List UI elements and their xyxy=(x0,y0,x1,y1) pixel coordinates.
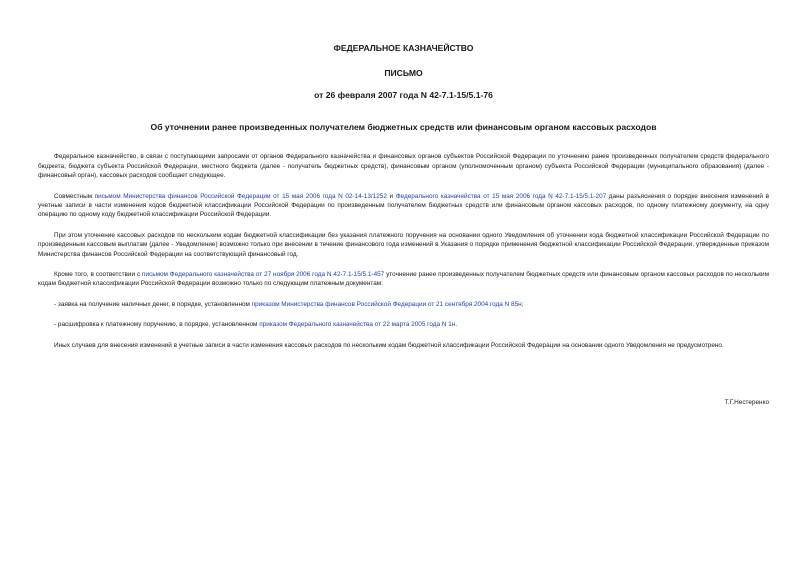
paragraph-4-text-b: уточнение ранее произведенных получателем бюджетных средств или финансовым органом кассовых расходов по нескольким кодам бюджетной классификации Российской Федерации возможно только по следующим платежным документам: xyxy=(38,271,770,288)
paragraph-4 xyxy=(38,270,769,289)
paragraph-4-text-a: Кроме того, в соответствии с xyxy=(54,271,143,279)
paragraph-3: При этом уточнение кассовых расходов по нескольким кодам бюджетной классификации без указания платежного поручения на основании одного Уведомления об уточнении кода бюджетной классификации Российской Федерации по произведенным кассовым выплатам (далее - Уведомление) возможно только при внесении в течение финансового года изменений в Указания о порядке применения бюджетной классификации Российской Федерации, утвержденные приказом Министерства финансов Российской Федерации на соответствующий финансовый год. xyxy=(38,231,769,258)
paragraph-2-text-a: Совместным xyxy=(54,192,95,200)
link-treasury-letter-2006-207[interactable]: Федерального казначейства от 15 мая 2006 года N 42-7.1-15/5.1-207 xyxy=(395,192,607,200)
paragraph-2-text-c: даны разъяснения о порядке внесения изменений в учетные записи в части изменения кодов бюджетной классификации Российской Федерации по произведенным получателем бюджетных средств или финансовым органом кассовых расходов, по одному платежному документу, на одну операцию по одному коду бюджетной классификации Российской Федерации. xyxy=(38,192,769,219)
list-item-payment-breakdown xyxy=(38,320,769,329)
link-treasury-letter-2006-457[interactable]: письмом Федерального казначейства от 27 ноября 2006 года N 42-7.1-15/5.1-457 xyxy=(142,271,385,279)
paragraph-1: Федеральное казначейство, в связи с поступающими запросами от органов Федерального казначейства и финансовых органов субъектов Российской Федерации по уточнению ранее произведенных получателем средств федерального бюджета, бюджета субъекта Российской Федерации, местного бюджета (далее - получатель бюджетных средств), финансовым органом (уполномоченным органом) субъекта Российской Федерации (муниципального образования) (далее - финансовый орган), кассовых расходов сообщает следующее. xyxy=(38,153,769,180)
link-treasury-order-1n[interactable]: приказом Федерального казначейства от 22 марта 2005 года N 1н xyxy=(259,321,456,329)
link-minfin-order-85n[interactable]: приказом Министерства финансов Российской Федерации от 21 сентября 2004 года N 85н xyxy=(251,300,522,308)
document-body xyxy=(38,152,769,350)
list-item-1-text-b: ; xyxy=(521,300,524,308)
document-header xyxy=(38,44,769,131)
document-date-number: от 26 февраля 2007 года N 42-7.1-15/5.1-76 xyxy=(314,90,493,101)
list-item-cash-request xyxy=(38,300,769,309)
paragraph-2 xyxy=(38,192,769,220)
document-title: Об уточнении ранее произведенных получателем бюджетных средств или финансовым органом кассовых расходов xyxy=(150,121,657,132)
list-item-1-text-a: - заявка на получение наличных денег, в порядке, установленном xyxy=(54,300,252,308)
paragraph-5: Иных случаев для внесения изменений в учетные записи в части изменения кассовых расходов по нескольким кодам бюджетной классификации Российской Федерации на основании одного Уведомления не предусмотрено. xyxy=(54,341,724,349)
signature: Т.Г.Нестеренко xyxy=(724,399,769,406)
list-item-2-text-b: . xyxy=(455,321,458,329)
issuer-name: ФЕДЕРАЛЬНОЕ КАЗНАЧЕЙСТВО xyxy=(333,43,474,53)
list-item-2-text-a: - расшифровка к платежному поручению, в порядке, установленном xyxy=(54,321,260,329)
link-minfin-letter-2006[interactable]: письмом Министерства финансов Российской Федерации от 15 мая 2006 года N 02-14-13/1252 xyxy=(94,192,387,200)
paragraph-2-text-b: и xyxy=(386,192,396,200)
document-type: ПИСЬМО xyxy=(384,67,423,78)
